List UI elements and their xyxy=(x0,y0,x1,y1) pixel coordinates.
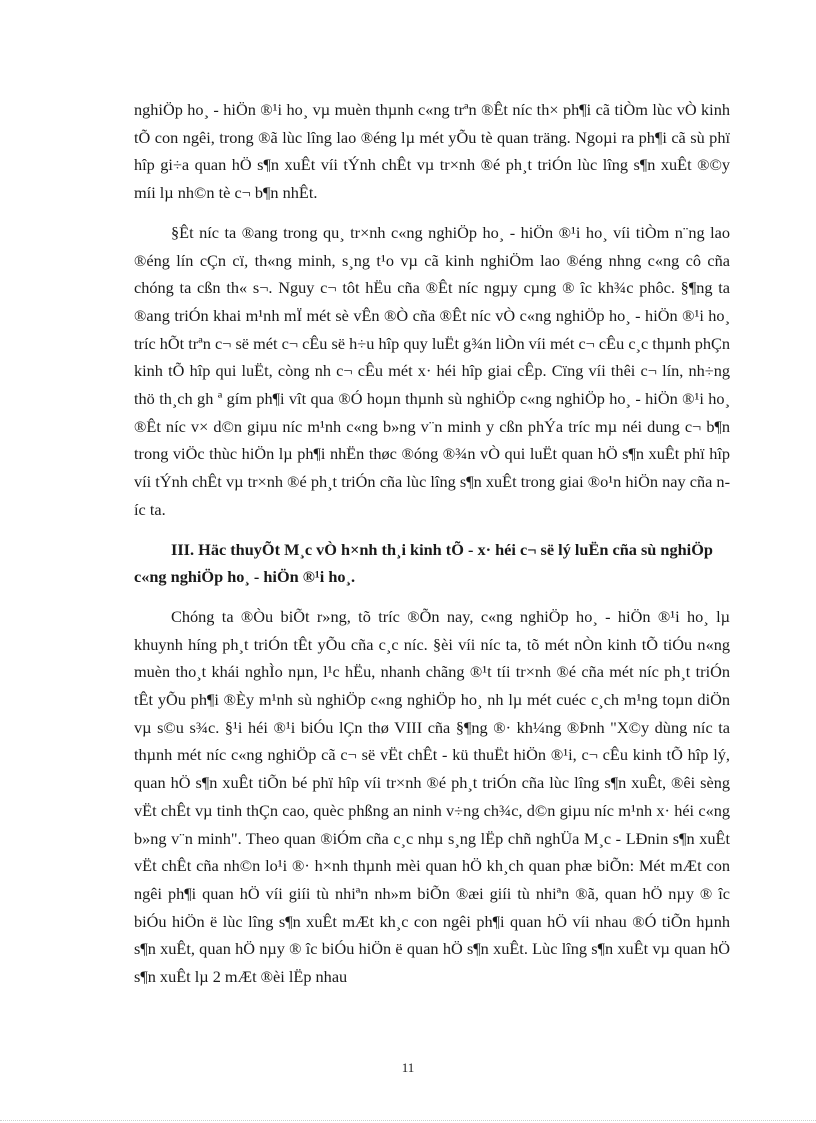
body-paragraph-1: nghiÖp ho¸ - hiÖn ®¹i ho¸ vµ muèn thµnh c«ng trªn ®Êt níc th× ph¶i cã tiÒm lùc vÒ kinh tÕ con ngêi, trong ®ã lùc lîng lao ®éng lµ mét yÕu tè quan träng. Ngoµi ra ph¶i cã sù phï hîp gi÷a quan hÖ s¶n xuÊt víi tÝnh chÊt vµ tr×nh ®é ph¸t triÓn lùc lîng s¶n xuÊt ®©y míi lµ nh©n tè c¬ b¶n nhÊt. xyxy=(134,100,730,203)
page-bottom-divider xyxy=(0,1120,816,1121)
body-paragraph-3: Chóng ta ®Òu biÕt r»ng, tõ tríc ®Õn nay, c«ng nghiÖp ho¸ - hiÖn ®¹i ho¸ lµ khuynh híng ph¸t triÓn tÊt yÕu cña c¸c níc. §èi víi níc ta, tõ mét nÒn kinh tÕ tiÓu n«ng muèn tho¸t khái nghÌo nµn, l¹c hËu, nhanh chãng ®¹t tíi tr×nh ®é cña mét níc ph¸t triÓn tÊt yÕu ph¶i ®Èy m¹nh sù nghiÖp c«ng nghiÖp ho¸ nh lµ mét cuéc c¸ch m¹ng toµn diÖn vµ s©u s¾c. §¹i héi ®¹i biÓu lÇn thø VIII cña §¶ng ®· kh¼ng ®Þnh "X©y dùng níc ta thµnh mét níc c«ng nghiÖp cã c¬ së vËt chÊt - kü thuËt hiÖn ®¹i, c¬ cÊu kinh tÕ hîp lý, quan hÖ s¶n xuÊt tiÕn bé phï hîp víi tr×nh ®é ph¸t triÓn cña lùc lîng s¶n xuÊt, ®êi sèng vËt chÊt vµ tinh thÇn cao, quèc phßng an ninh v÷ng ch¾c, d©n giµu níc m¹nh x· héi c«ng b»ng v¨n minh". Theo quan ®iÓm cña c¸c nhµ s¸ng lËp chñ nghÜa M¸c - LÐnin s¶n xuÊt vËt chÊt cña nh©n lo¹i ®· h×nh thµnh mèi quan hÖ kh¸ch quan phæ biÕn: Mét mÆt con ngêi ph¶i quan hÖ víi giíi tù nhiªn nh»m biÕn ®æi giíi tù nhiªn ®ã, quan hÖ nµy ® îc biÓu hiÖn ë lùc lîng s¶n xuÊt mÆt kh¸c con ngêi ph¶i quan hÖ víi nhau ®Ó tiÕn hµnh s¶n xuÊt, quan hÖ nµy ® îc biÓu hiÖn ë quan hÖ s¶n xuÊt. Lùc lîng s¶n xuÊt vµ quan hÖ s¶n xuÊt lµ 2 mÆt ®èi lËp nhau xyxy=(134,606,730,987)
paragraph-spacing xyxy=(134,591,730,603)
body-paragraph-2: §Êt níc ta ®ang trong qu¸ tr×nh c«ng nghiÖp ho¸ - hiÖn ®¹i ho¸ víi tiÒm n¨ng lao ®éng lín cÇn cï, th«ng minh, s¸ng t¹o vµ cã kinh nghiÖm lao ®éng nhng c«ng cô cña chóng ta cßn th« s¬. Nguy c¬ tôt hËu cña ®Êt níc ngµy cµng ® îc kh¾c phôc. §¶ng ta ®ang triÓn khai m¹nh mÏ mét sè vÊn ®Ò cña ®Êt níc vÒ c«ng nghiÖp ho¸ - hiÖn ®¹i ho¸ tríc hÕt trªn c¬ së mét c¬ cÊu së h÷u hîp quy luËt g¾n liÒn víi mét c¬ cÊu c¸c thµnh phÇn kinh tÕ hîp qui luËt, còng nh c¬ cÊu mét x· héi hîp giai cÊp. Cïng víi thêi c¬ lín, nh÷ng thö th¸ch gh ª gím ph¶i vît qua ®Ó hoµn thµnh sù nghiÖp c«ng nghiÖp ho¸ - hiÖn ®¹i ho¸ ®Êt níc v× d©n giµu níc m¹nh c«ng b»ng v¨n minh y cßn phÝa tríc mµ néi dung c¬ b¶n trong viÖc thùc hiÖn lµ ph¶i nhËn thøc ®óng ®¾n vÒ qui luËt quan hÖ s¶n xuÊt phï hîp víi tÝnh chÊt vµ tr×nh ®é ph¸t triÓn cña lùc lîng s¶n xuÊt trong giai ®o¹n hiÖn nay cña níc ta. xyxy=(134,222,730,519)
page-body xyxy=(134,96,730,991)
paragraph-spacing xyxy=(134,207,730,219)
paragraph-spacing xyxy=(134,524,730,536)
section-heading: III. Häc thuyÕt M¸c vÒ h×nh th¸i kinh tÕ - x· héi c¬ së lý luËn cña sù nghiÖp c«ng nghiÖp ho¸ - hiÖn ®¹i ho¸. xyxy=(134,539,713,587)
page-number: 11 xyxy=(401,1060,415,1075)
